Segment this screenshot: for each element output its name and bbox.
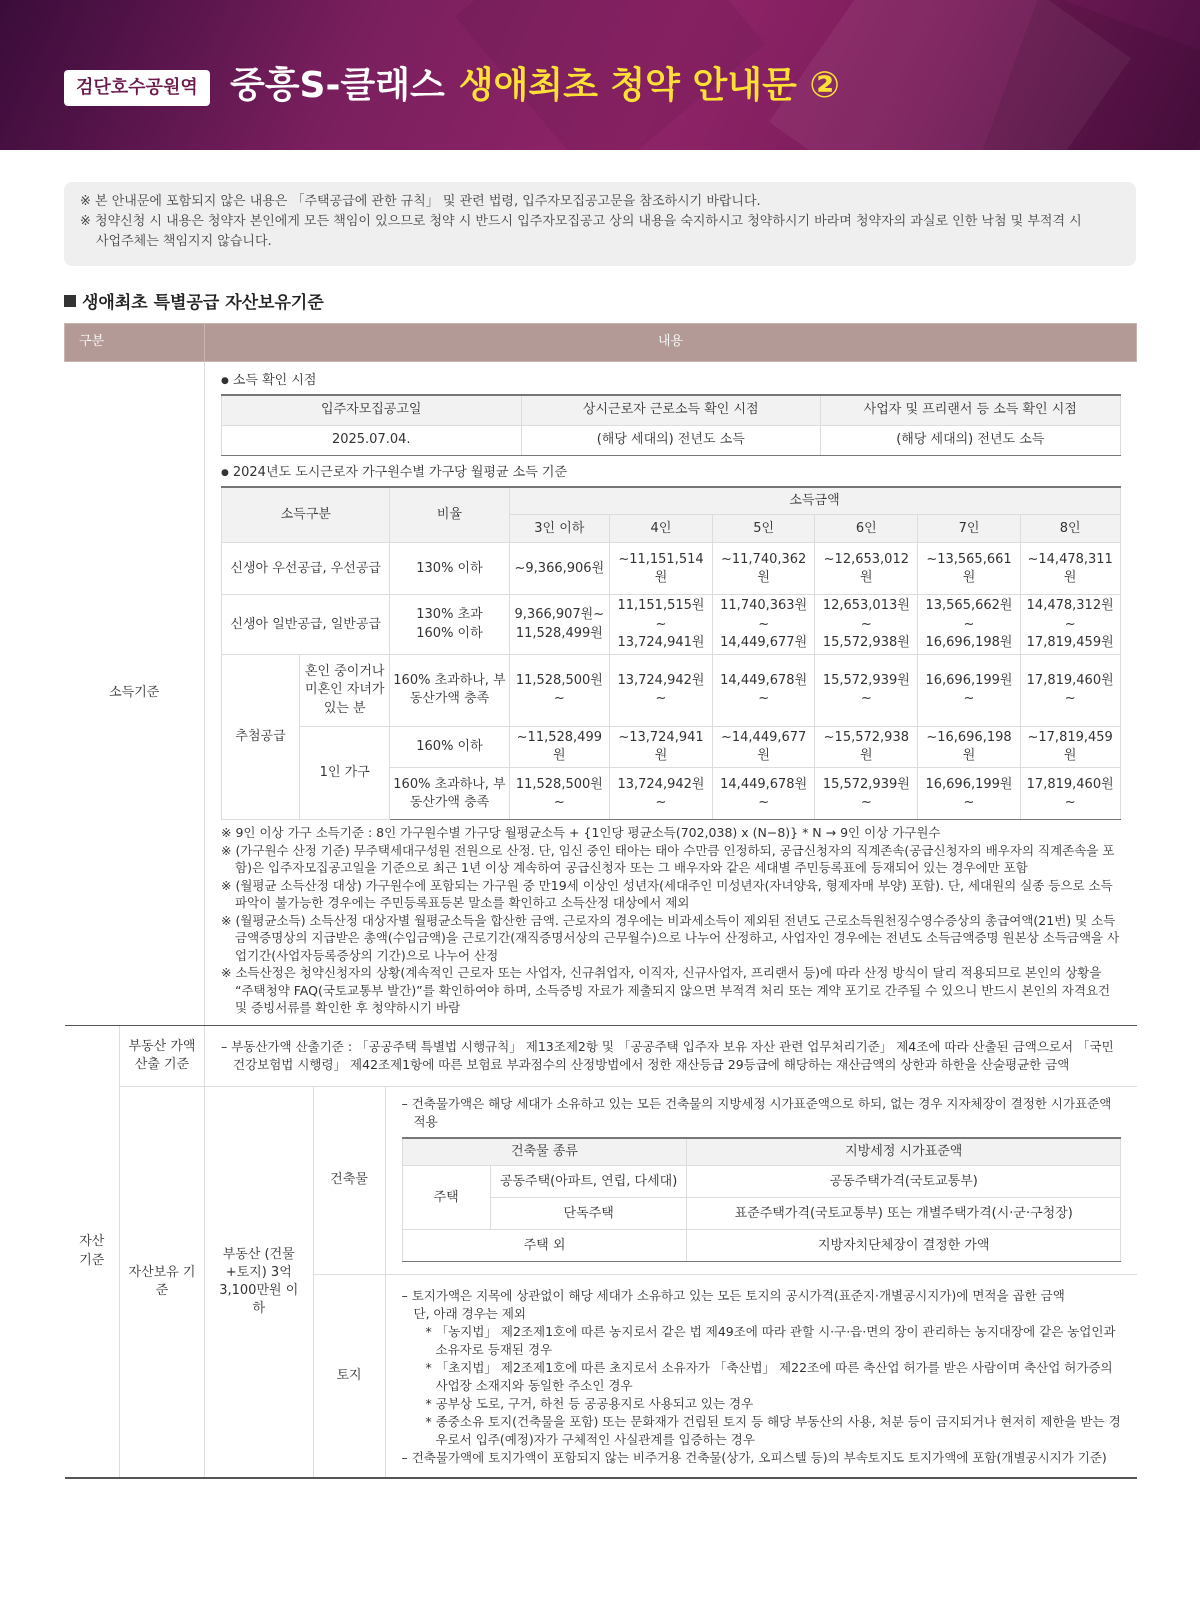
amount-cell: 9,366,907원~ 11,528,499원 <box>509 595 610 655</box>
amount-cell: ~14,449,677원 <box>712 726 815 767</box>
amount-cell: ~12,653,012원 <box>815 543 918 595</box>
page-title <box>230 56 840 116</box>
amount-cell: ~14,478,311원 <box>1020 543 1120 595</box>
row-ratio: 160% 초과하나, 부동산가액 충족 <box>390 768 509 820</box>
notice-line: ※ 본 안내문에 포함되지 않은 내용은 「주택공급에 관한 규칙」 및 관련 법령, 입주자모집공고문을 참조하시기 바랍니다. <box>80 194 761 209</box>
check-value: (해당 세대의) 전년도 소득 <box>521 425 821 455</box>
amount-cell: 13,724,942원~ <box>610 654 713 726</box>
header-category: 구분 <box>65 324 205 362</box>
income-standard-table <box>221 486 1121 820</box>
amount-cell: 13,565,662원~ 16,696,198원 <box>918 595 1021 655</box>
income-note: ※ 소득산정은 청약신청자의 상황(계속적인 근로자 또는 사업자, 신규취업자, 이직자, 신규사업자, 프리랜서 등)에 따라 산정 방식이 달리 적용되므로 본인의 상황을 “주택청약 FAQ(국토교통부 발간)”를 확인하여야 하며, 소득증빙 자료가 제출되지 않으면 부적격 처리 또는 계약 포기로 간주될 수 있으니 반드시 본인의 자격요건 및 증빙서류를 확인한 후 청약하시기 바람 <box>221 965 1111 1016</box>
income-note: ※ (월평균소득) 소득산정 대상자별 월평균소득을 합산한 금액. 근로자의 경우에는 비과세소득이 제외된 전년도 근로소득원천징수영수증상의 총급여액(21번) 및 소득금액증명상의 지급받은 총액(수입금액)을 근로기간(재직증명서상의 근무월수)으로 나누어 산정하고, 사업자인 경우에는 전년도 소득금액증명 원본상 소득금액을 사업기간(사업자등록증상의 기간)으로 나누어 산정 <box>221 912 1120 963</box>
amount-cell: 16,696,199원~ <box>918 654 1021 726</box>
h-ratio: 비율 <box>390 487 509 543</box>
amount-cell: ~13,565,661원 <box>918 543 1021 595</box>
row-label: 혼인 중이거나 미혼인 자녀가 있는 분 <box>300 654 390 726</box>
row-ratio <box>390 595 509 655</box>
check-header: 입주자모집공고일 <box>222 395 522 425</box>
h-standard-price: 지방세정 시가표준액 <box>687 1138 1121 1166</box>
check-value: (해당 세대의) 전년도 소득 <box>821 425 1121 455</box>
income-criteria-label: 소득기준 <box>65 362 205 1026</box>
notice-line: 사업주체는 책임지지 않습니다. <box>96 234 272 249</box>
amount-cell: 15,572,939원~ <box>815 654 918 726</box>
h-size: 7인 <box>918 515 1021 543</box>
land-exception: * 「농지법」 제2조제1호에 따른 농지로서 같은 법 제49조에 따라 관할 시·구·읍·면의 장이 관리하는 농지대장에 같은 농업인과 소유자로 등재된 경우 <box>425 1324 1116 1358</box>
row-ratio: 160% 이하 <box>390 726 509 767</box>
amount-cell: ~11,151,514원 <box>610 543 713 595</box>
standard-price-cell: 공동주택가격(국토교통부) <box>687 1166 1121 1198</box>
h-size: 4인 <box>610 515 713 543</box>
holding-table <box>205 1087 1137 1478</box>
holding-criteria-content <box>205 1086 1137 1478</box>
amount-cell: 13,724,942원~ <box>610 768 713 820</box>
land-content <box>385 1275 1137 1478</box>
land-label: 토지 <box>313 1275 385 1478</box>
building-intro: – 건축물가액은 해당 세대가 소유하고 있는 모든 건축물의 지방세정 시가표준액으로 하되, 없는 경우 지자체장이 결정한 시가표준액 적용 <box>401 1095 1112 1129</box>
calc-criteria-label: 부동산 가액 산출 기준 <box>120 1025 205 1086</box>
square-bullet-icon <box>64 295 76 307</box>
h-amount: 소득금액 <box>509 487 1120 515</box>
land-line: – 건축물가액에 토지가액이 포함되지 않는 비주거용 건축물(상가, 오피스텔 등)의 부속토지도 토지가액에 포함(개별공시지가 기준) <box>401 1450 1107 1466</box>
amount-cell: ~11,528,499원 <box>509 726 610 767</box>
guide-title: 생애최초 청약 안내문 ② <box>458 65 840 106</box>
row-ratio: 160% 초과하나, 부동산가액 충족 <box>390 654 509 726</box>
asset-criteria-table <box>64 323 1137 1479</box>
amount-cell: ~9,366,906원 <box>509 543 610 595</box>
amount-cell: ~16,696,198원 <box>918 726 1021 767</box>
ratio-text: 130% 초과 <box>416 607 483 623</box>
land-line: – 토지가액은 지목에 상관없이 해당 세대가 소유하고 있는 모든 토지의 공시가격(표준지·개별공시지가)에 면적을 곱한 금액 <box>401 1288 1065 1304</box>
income-notes <box>221 820 1121 1023</box>
check-header: 사업자 및 프리랜서 등 소득 확인 시점 <box>821 395 1121 425</box>
land-line: 단, 아래 경우는 제외 <box>413 1306 526 1322</box>
h-building-type: 건축물 종류 <box>402 1138 687 1166</box>
calc-criteria-text <box>205 1025 1137 1086</box>
check-value: 2025.07.04. <box>222 425 522 455</box>
amount-cell: 11,151,515원~ 13,724,941원 <box>610 595 713 655</box>
notice-box <box>64 182 1136 266</box>
standard-price-cell: 표준주택가격(국토교통부) 또는 개별주택가격(시·군·구청장) <box>687 1198 1121 1230</box>
brand-title: 중흥S-클래스 <box>230 65 445 106</box>
amount-cell: ~15,572,938원 <box>815 726 918 767</box>
amount-cell: 11,528,500원~ <box>509 768 610 820</box>
header-content: 내용 <box>205 324 1137 362</box>
lottery-label: 추첨공급 <box>222 654 300 819</box>
h-size: 8인 <box>1020 515 1120 543</box>
amount-cell: 17,819,460원~ <box>1020 768 1120 820</box>
asset-criteria-label: 자산 기준 <box>65 1025 120 1478</box>
header-banner <box>0 0 1200 150</box>
check-header: 상시근로자 근로소득 확인 시점 <box>521 395 821 425</box>
calc-text: – 부동산가액 산출기준 : 「공공주택 특별법 시행규칙」 제13조제2항 및 「공공주택 입주자 보유 자산 관련 업무처리기준」 제4조에 따라 산출된 금액으로서 「국민건강보험법 시행령」 제42조제1항에 따른 보험료 부과점수의 산정방법에서 정한 재산등급 29등급에 해당하는 재산금액의 상한과 하한을 산술평균한 금액 <box>221 1038 1114 1072</box>
section-title-text: 생애최초 특별공급 자산보유기준 <box>82 293 324 313</box>
ratio-text: 160% 이하 <box>416 625 483 641</box>
amount-cell: 16,696,199원~ <box>918 768 1021 820</box>
single-household-label: 1인 가구 <box>300 726 390 819</box>
building-content <box>385 1087 1137 1275</box>
row-label: 신생아 일반공급, 일반공급 <box>222 595 390 655</box>
amount-cell: 15,572,939원~ <box>815 768 918 820</box>
building-price-table <box>402 1137 1122 1263</box>
house-label: 주택 <box>402 1166 490 1230</box>
location-badge: 검단호수공원역 <box>64 70 210 106</box>
income-check-table <box>221 394 1121 456</box>
h-size: 3인 이하 <box>509 515 610 543</box>
building-type-cell: 단독주택 <box>490 1198 687 1230</box>
h-income-type: 소득구분 <box>222 487 390 543</box>
building-type-cell: 공동주택(아파트, 연립, 다세대) <box>490 1166 687 1198</box>
amount-cell: 11,528,500원~ <box>509 654 610 726</box>
building-type-cell: 주택 외 <box>402 1230 687 1262</box>
income-note: ※ 9인 이상 가구 소득기준 : 8인 가구원수별 가구당 월평균소득 + {1인당 평균소득(702,038) x (N−8)} * N → 9인 이상 가구원수 <box>221 825 941 841</box>
h-size: 6인 <box>815 515 918 543</box>
amount-cell: 11,740,363원~ 14,449,677원 <box>712 595 815 655</box>
income-std-title: ● 2024년도 도시근로자 가구원수별 가구당 월평균 소득 기준 <box>221 456 1121 486</box>
notice-line: ※ 청약신청 시 내용은 청약자 본인에게 모든 책임이 있으므로 청약 시 반드시 입주자모집공고 상의 내용을 숙지하시고 청약하시기 바라며 청약자의 과실로 인한 낙첨 및 부적격 시 <box>80 214 1082 229</box>
standard-price-cell: 지방자치단체장이 결정한 가액 <box>687 1230 1121 1262</box>
income-note: ※ (월평균 소득산정 대상) 가구원수에 포함되는 가구원 중 만19세 이상인 성년자(세대주인 미성년자(자녀양육, 형제자매 부양) 포함). 단, 세대원의 실종 등으로 소득파악이 불가능한 경우에는 주민등록표등본 말소를 확인하고 소득산정 대상에서 제외 <box>221 877 1113 911</box>
land-exception: * 「초지법」 제2조제1호에 따른 초지로서 소유자가 「축산법」 제22조에 따른 축산업 허가를 받은 사람이며 축산업 허가증의 사업장 소재지와 동일한 주소인 경우 <box>425 1360 1113 1394</box>
income-note: ※ (가구원수 산정 기준) 무주택세대구성원 전원으로 산정. 단, 임신 중인 태아는 태아 수만큼 인정하되, 공급신청자의 직계존속(공급신청자의 배우자의 직계존속을 포함)은 입주자모집공고일을 기준으로 최근 1년 이상 계속하여 공급신청자 또는 그 배우자와 같은 세대별 주민등록표에 등재되어 있는 경우에만 포함 <box>221 842 1115 876</box>
amount-cell: 14,449,678원~ <box>712 654 815 726</box>
amount-cell: 12,653,013원~ 15,572,938원 <box>815 595 918 655</box>
amount-cell: 17,819,460원~ <box>1020 654 1120 726</box>
land-exception: * 종중소유 토지(건축물을 포함) 또는 문화재가 건립된 토지 등 해당 부동산의 사용, 처분 등이 금지되거나 현저히 제한을 받는 경우로서 입주(예정)자가 구체적인 사실관계를 입증하는 경우 <box>425 1414 1121 1448</box>
income-criteria-content <box>205 362 1137 1026</box>
row-label: 신생아 우선공급, 우선공급 <box>222 543 390 595</box>
amount-cell: ~11,740,362원 <box>712 543 815 595</box>
amount-cell: ~13,724,941원 <box>610 726 713 767</box>
amount-cell: 14,449,678원~ <box>712 768 815 820</box>
section-title <box>64 292 324 316</box>
holding-criteria-label: 자산보유 기준 <box>120 1086 205 1478</box>
h-size: 5인 <box>712 515 815 543</box>
income-check-title: ● 소득 확인 시점 <box>221 366 1121 394</box>
amount-cell: 14,478,312원~ 17,819,459원 <box>1020 595 1120 655</box>
row-ratio: 130% 이하 <box>390 543 509 595</box>
amount-cell: ~17,819,459원 <box>1020 726 1120 767</box>
realestate-label: 부동산 (건물+토지) 3억3,100만원 이하 <box>205 1087 313 1478</box>
land-exception: * 공부상 도로, 구거, 하천 등 공공용지로 사용되고 있는 경우 <box>425 1396 754 1412</box>
building-label: 건축물 <box>313 1087 385 1275</box>
